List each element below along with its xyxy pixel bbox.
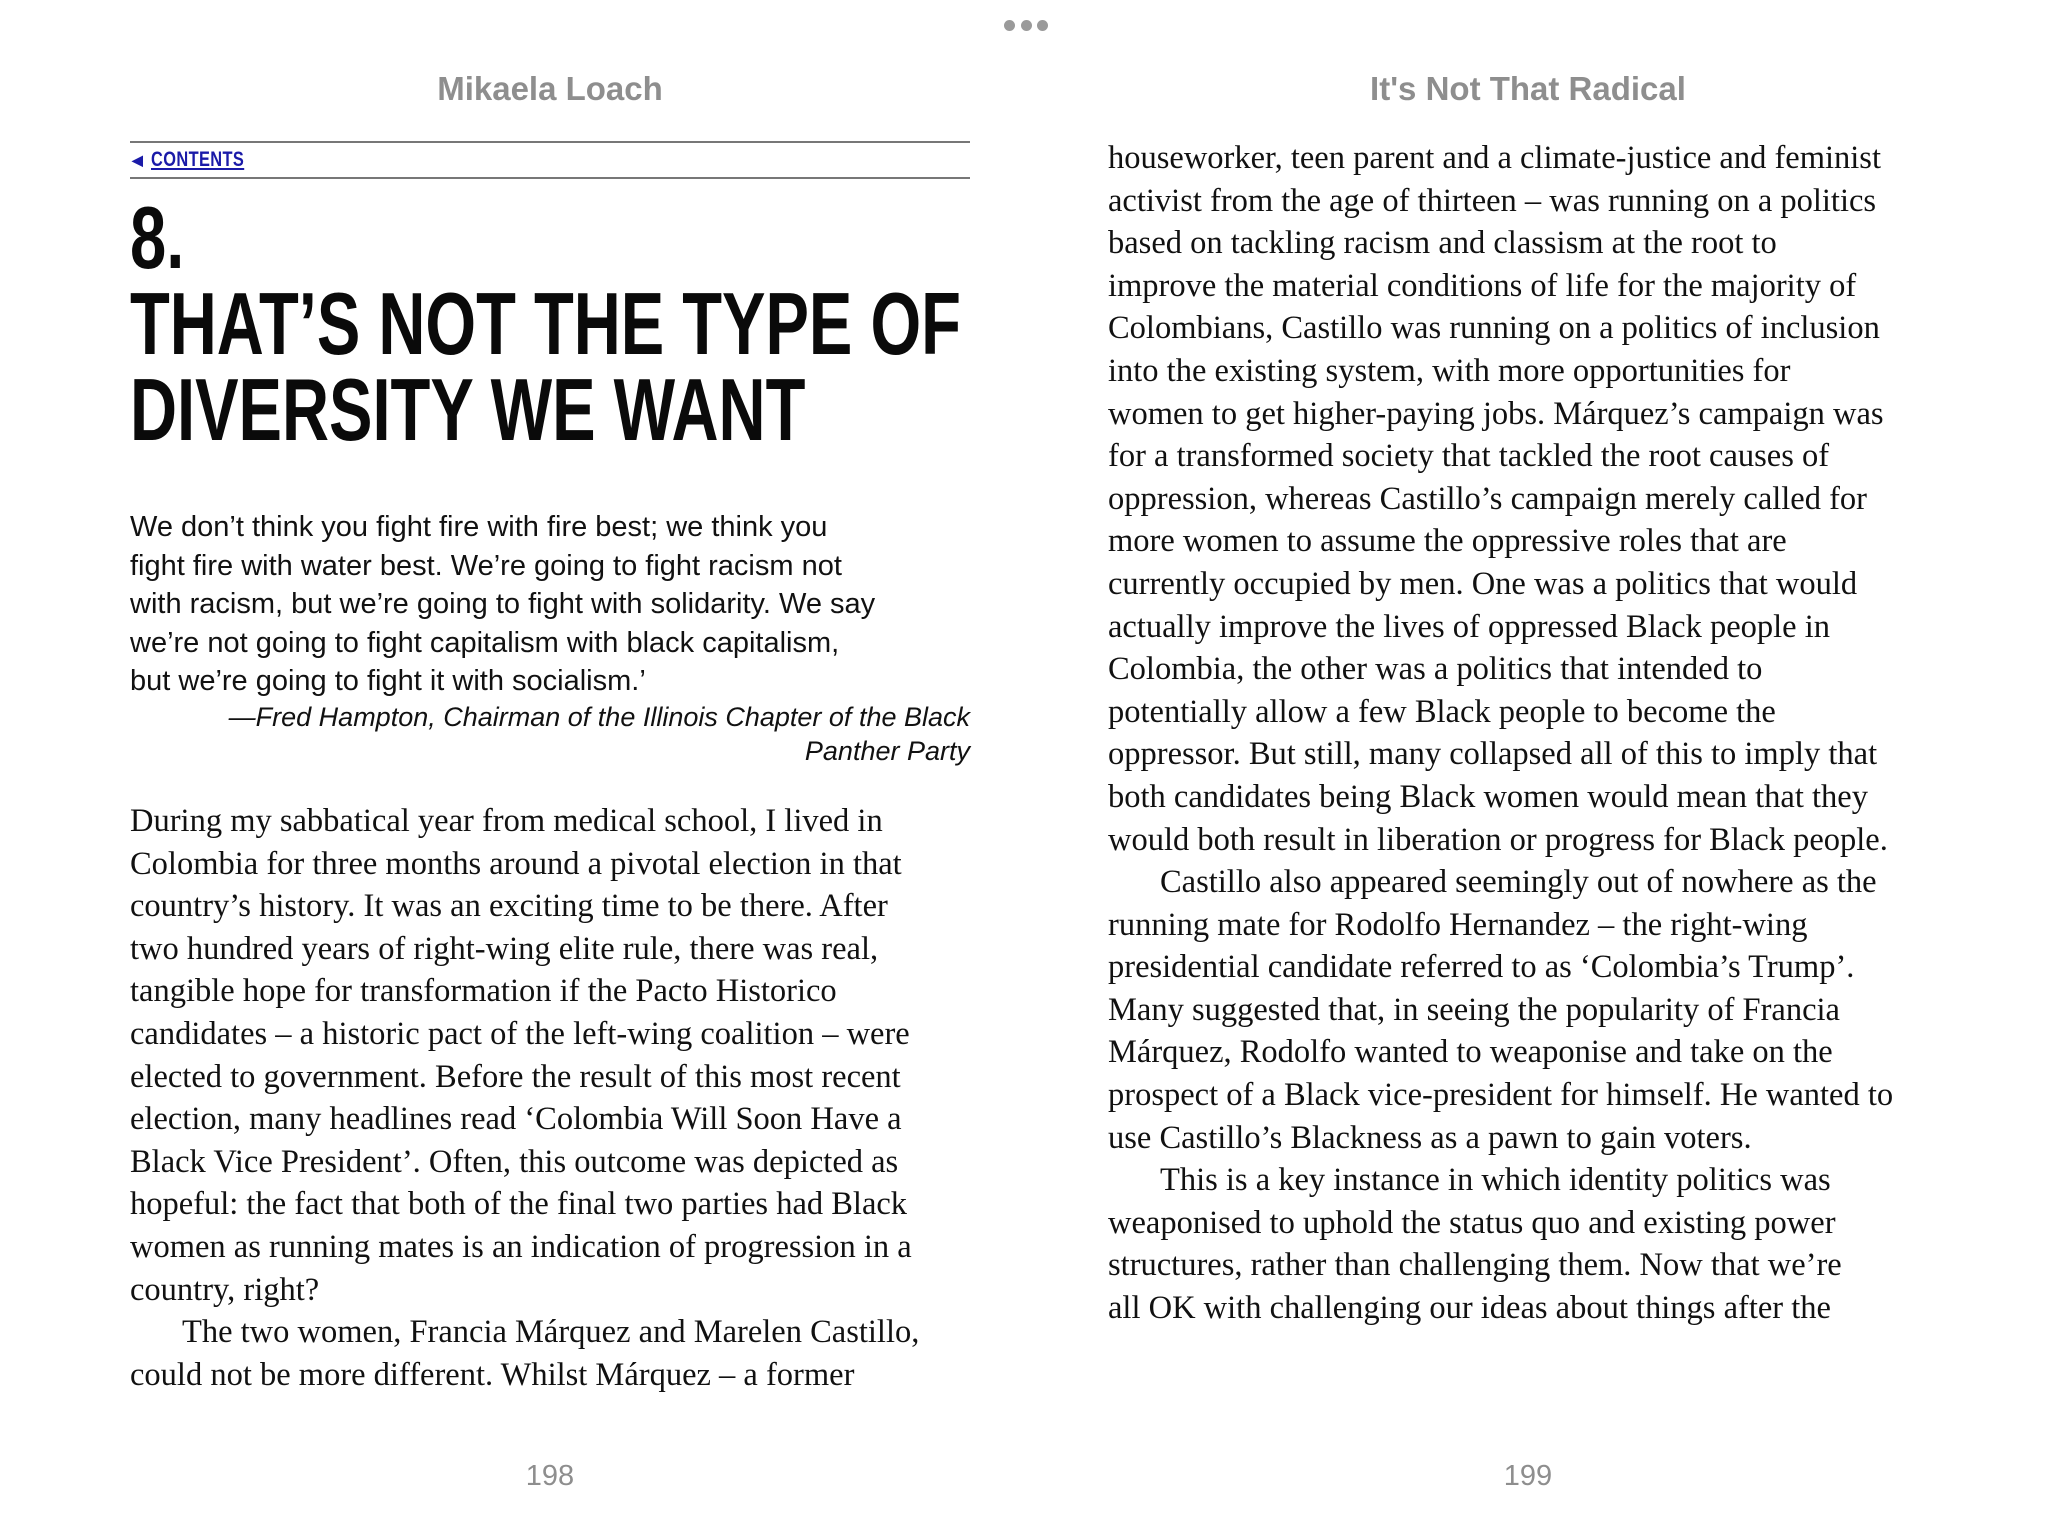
text-line: into the existing system, with more opportunities for xyxy=(1108,352,1791,389)
dot xyxy=(1021,20,1032,31)
text-line: structures, rather than challenging them. Now that we’re xyxy=(1108,1247,1842,1284)
text-line: activist from the age of thirteen – was running on a politics xyxy=(1108,182,1877,219)
epigraph-line: fight fire with water best. We’re going to fight racism not xyxy=(130,549,842,582)
text-line: based on tackling racism and classism at the root to xyxy=(1108,225,1777,262)
text-line: Márquez, Rodolfo wanted to weaponise and take on the xyxy=(1108,1034,1833,1071)
text-line: tangible hope for transformation if the Pacto Historico xyxy=(130,973,837,1010)
text-line: country, right? xyxy=(130,1271,320,1308)
text-line: election, many headlines read ‘Colombia Will Soon Have a xyxy=(130,1101,902,1138)
text-line: actually improve the lives of oppressed Black people in xyxy=(1108,608,1831,645)
text-line: This is a key instance in which identity politics was xyxy=(1160,1162,1831,1199)
epigraph-line: We don’t think you fight fire with fire best; we think you xyxy=(130,511,828,543)
epigraph-line: we’re not going to fight capitalism with black capitalism, xyxy=(130,626,840,659)
attribution-line: —Fred Hampton, Chairman of the Illinois Chapter of the Black xyxy=(228,702,970,732)
text-line: potentially allow a few Black people to become the xyxy=(1108,693,1776,730)
text-line: women to get higher-paying jobs. Márquez’s campaign was xyxy=(1108,395,1884,432)
text-line: country’s history. It was an exciting time to be there. After xyxy=(130,888,888,925)
back-triangle-icon[interactable]: ◀ xyxy=(132,151,143,168)
text-line: During my sabbatical year from medical school, I lived in xyxy=(130,803,883,839)
text-line: both candidates being Black women would mean that they xyxy=(1108,778,1868,815)
epigraph-line: with racism, but we’re going to fight with solidarity. We say xyxy=(130,588,876,620)
text-line: women as running mates is an indication of progression in a xyxy=(130,1228,912,1265)
text-line: could not be more different. Whilst Márquez – a former xyxy=(130,1356,855,1393)
text-line: Colombia for three months around a pivotal election in that xyxy=(130,845,902,882)
text-line: use Castillo’s Blackness as a pawn to gain voters. xyxy=(1108,1119,1752,1156)
chapter-number: 8. xyxy=(130,188,185,287)
text-line: all OK with challenging our ideas about things after the xyxy=(1108,1290,1831,1327)
chapter-title-line: THAT’S NOT THE TYPE OF xyxy=(130,274,961,373)
text-line: currently occupied by men. One was a politics that would xyxy=(1108,565,1858,602)
text-line: weaponised to uphold the status quo and existing power xyxy=(1108,1204,1836,1241)
text-line: would both result in liberation or progress for Black people. xyxy=(1108,821,1888,858)
text-line: oppressor. But still, many collapsed all of this to imply that xyxy=(1108,736,1878,773)
contents-nav-bar xyxy=(130,141,970,179)
text-line: Black Vice President’. Often, this outcome was depicted as xyxy=(130,1143,899,1180)
text-line: Colombians, Castillo was running on a politics of inclusion xyxy=(1108,310,1880,347)
text-line: two hundred years of right-wing elite rule, there was real, xyxy=(130,930,879,967)
text-line: The two women, Francia Márquez and Marelen Castillo, xyxy=(182,1314,920,1351)
text-line: for a transformed society that tackled the root causes of xyxy=(1108,438,1830,475)
text-line: Many suggested that, in seeing the popularity of Francia xyxy=(1108,991,1840,1028)
epigraph-line: but we’re going to fight it with socialism.’ xyxy=(130,665,646,697)
text-line: Castillo also appeared seemingly out of nowhere as the xyxy=(1160,864,1877,901)
text-line: running mate for Rodolfo Hernandez – the right-wing xyxy=(1108,906,1808,943)
chapter-title-line: DIVERSITY WE WANT xyxy=(130,360,806,459)
left-page-body xyxy=(130,800,990,1396)
left-page-number: 198 xyxy=(525,1460,575,1492)
epigraph-attribution xyxy=(130,700,970,768)
text-line: prospect of a Black vice-president for himself. He wanted to xyxy=(1108,1077,1894,1114)
text-line: oppression, whereas Castillo’s campaign merely called for xyxy=(1108,480,1868,517)
text-line: houseworker, teen parent and a climate-justice and feminist xyxy=(1108,140,1881,176)
dot xyxy=(1037,20,1048,31)
dot xyxy=(1004,20,1015,31)
right-page-number: 199 xyxy=(1503,1460,1553,1492)
text-line: candidates – a historic pact of the left-wing coalition – were xyxy=(130,1015,910,1052)
chapter-heading xyxy=(130,188,961,459)
text-line: more women to assume the oppressive roles that are xyxy=(1108,523,1787,560)
more-options-icon[interactable] xyxy=(1004,18,1048,32)
right-page-body xyxy=(1108,137,1968,1330)
book-title-running-head: It's Not That Radical xyxy=(1370,70,1686,107)
text-line: presidential candidate referred to as ‘Colombia’s Trump’. xyxy=(1108,949,1855,986)
text-line: elected to government. Before the result of this most recent xyxy=(130,1058,901,1095)
text-line: hopeful: the fact that both of the final two parties had Black xyxy=(130,1186,908,1223)
contents-link[interactable]: CONTENTS xyxy=(150,148,244,171)
author-running-head: Mikaela Loach xyxy=(437,70,663,107)
attribution-line: Panther Party xyxy=(804,736,970,766)
text-line: Colombia, the other was a politics that intended to xyxy=(1108,651,1763,688)
text-line: improve the material conditions of life for the majority of xyxy=(1108,267,1857,304)
epigraph-quote xyxy=(130,508,970,701)
